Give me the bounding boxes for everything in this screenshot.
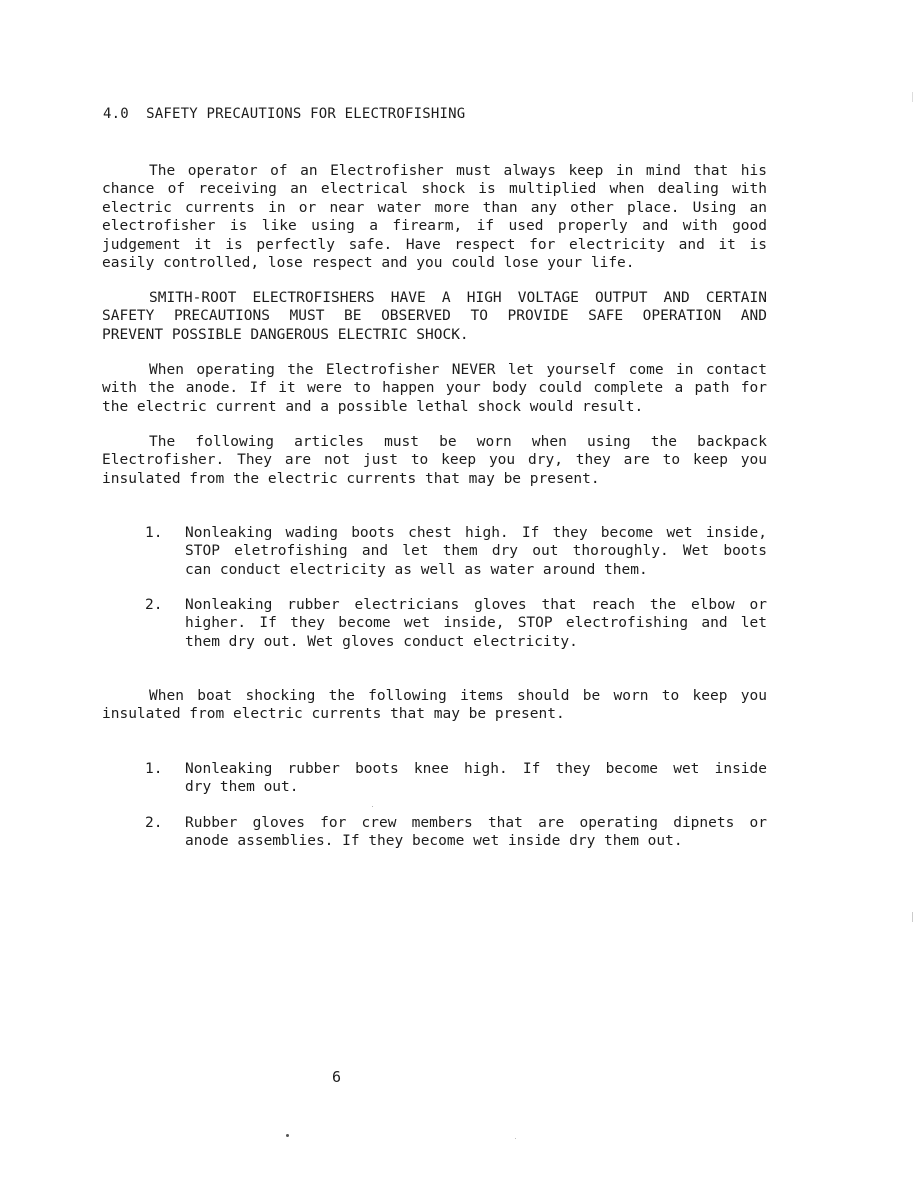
paragraph-line: PREVENT POSSIBLE DANGEROUS ELECTRIC SHOCK.	[102, 326, 469, 343]
page-number: 6	[332, 1068, 342, 1086]
list-item-rubber-boots	[145, 760, 767, 797]
paragraph-line: insulated from electric currents that may be present.	[102, 706, 565, 723]
list-item-line: them dry out. Wet gloves conduct electricity.	[185, 633, 578, 650]
paragraph-line: When boat shocking the following items should be worn to keep you	[149, 688, 767, 704]
list-item-wading-boots	[145, 524, 767, 579]
paragraph-line: electric currents in or near water more than any other place. Using an	[102, 199, 767, 216]
paragraph-line: Electrofisher. They are not just to keep you dry, they are to keep you	[102, 452, 767, 469]
paragraph-backpack-articles	[102, 433, 767, 488]
list-item-line: can conduct electricity as well as water around them.	[185, 561, 648, 578]
paragraph-line: When operating the Electrofisher NEVER let yourself come in contact	[149, 362, 767, 378]
list-item-line: Nonleaking wading boots chest high. If they become wet inside,	[185, 525, 767, 541]
paragraph-line: insulated from the electric currents that may be present.	[102, 470, 600, 487]
list-item-rubber-gloves	[145, 814, 767, 851]
scan-speck	[515, 1138, 516, 1139]
paragraph-line: with the anode. If it were to happen your body could complete a path for	[102, 380, 767, 397]
scan-speck	[286, 1134, 289, 1137]
paragraph-operator-warning	[102, 162, 767, 272]
paragraph-line: judgement it is perfectly safe. Have respect for electricity and it is	[102, 236, 767, 253]
paragraph-line: The operator of an Electrofisher must always keep in mind that his	[149, 163, 767, 179]
list-item-line: Nonleaking rubber electricians gloves that reach the elbow or	[185, 597, 767, 613]
list-item-line: anode assemblies. If they become wet inside dry them out.	[185, 833, 683, 850]
scan-speck	[912, 912, 913, 922]
list-item-number: 1.	[145, 525, 163, 541]
paragraph-high-voltage-notice	[102, 289, 767, 344]
paragraph-line: SAFETY PRECAUTIONS MUST BE OBSERVED TO PROVIDE SAFE OPERATION AND	[102, 308, 767, 325]
list-item-electrician-gloves	[145, 596, 767, 651]
list-item-line: Rubber gloves for crew members that are operating dipnets or	[185, 815, 767, 831]
paragraph-line: the electric current and a possible lethal shock would result.	[102, 398, 644, 415]
paragraph-line: The following articles must be worn when using the backpack	[149, 434, 767, 450]
paragraph-boat-shocking	[102, 687, 767, 724]
paragraph-line: electrofisher is like using a firearm, if used properly and with good	[102, 218, 767, 235]
list-item-line: STOP eletrofishing and let them dry out thoroughly. Wet boots	[185, 543, 767, 560]
paragraph-line: SMITH-ROOT ELECTROFISHERS HAVE A HIGH VOLTAGE OUTPUT AND CERTAIN	[149, 290, 767, 306]
scan-speck	[912, 92, 913, 102]
list-item-line: Nonleaking rubber boots knee high. If they become wet inside	[185, 761, 767, 777]
paragraph-line: chance of receiving an electrical shock is multiplied when dealing with	[102, 181, 767, 198]
list-item-number: 2.	[145, 597, 163, 613]
scan-speck	[372, 806, 373, 807]
list-item-line: dry them out.	[185, 779, 299, 796]
paragraph-line: easily controlled, lose respect and you could lose your life.	[102, 255, 635, 272]
paragraph-anode-contact	[102, 361, 767, 416]
list-item-number: 1.	[145, 761, 163, 777]
list-item-number: 2.	[145, 815, 163, 831]
section-heading: 4.0 SAFETY PRECAUTIONS FOR ELECTROFISHING	[103, 106, 466, 122]
list-item-line: higher. If they become wet inside, STOP electrofishing and let	[185, 615, 767, 632]
